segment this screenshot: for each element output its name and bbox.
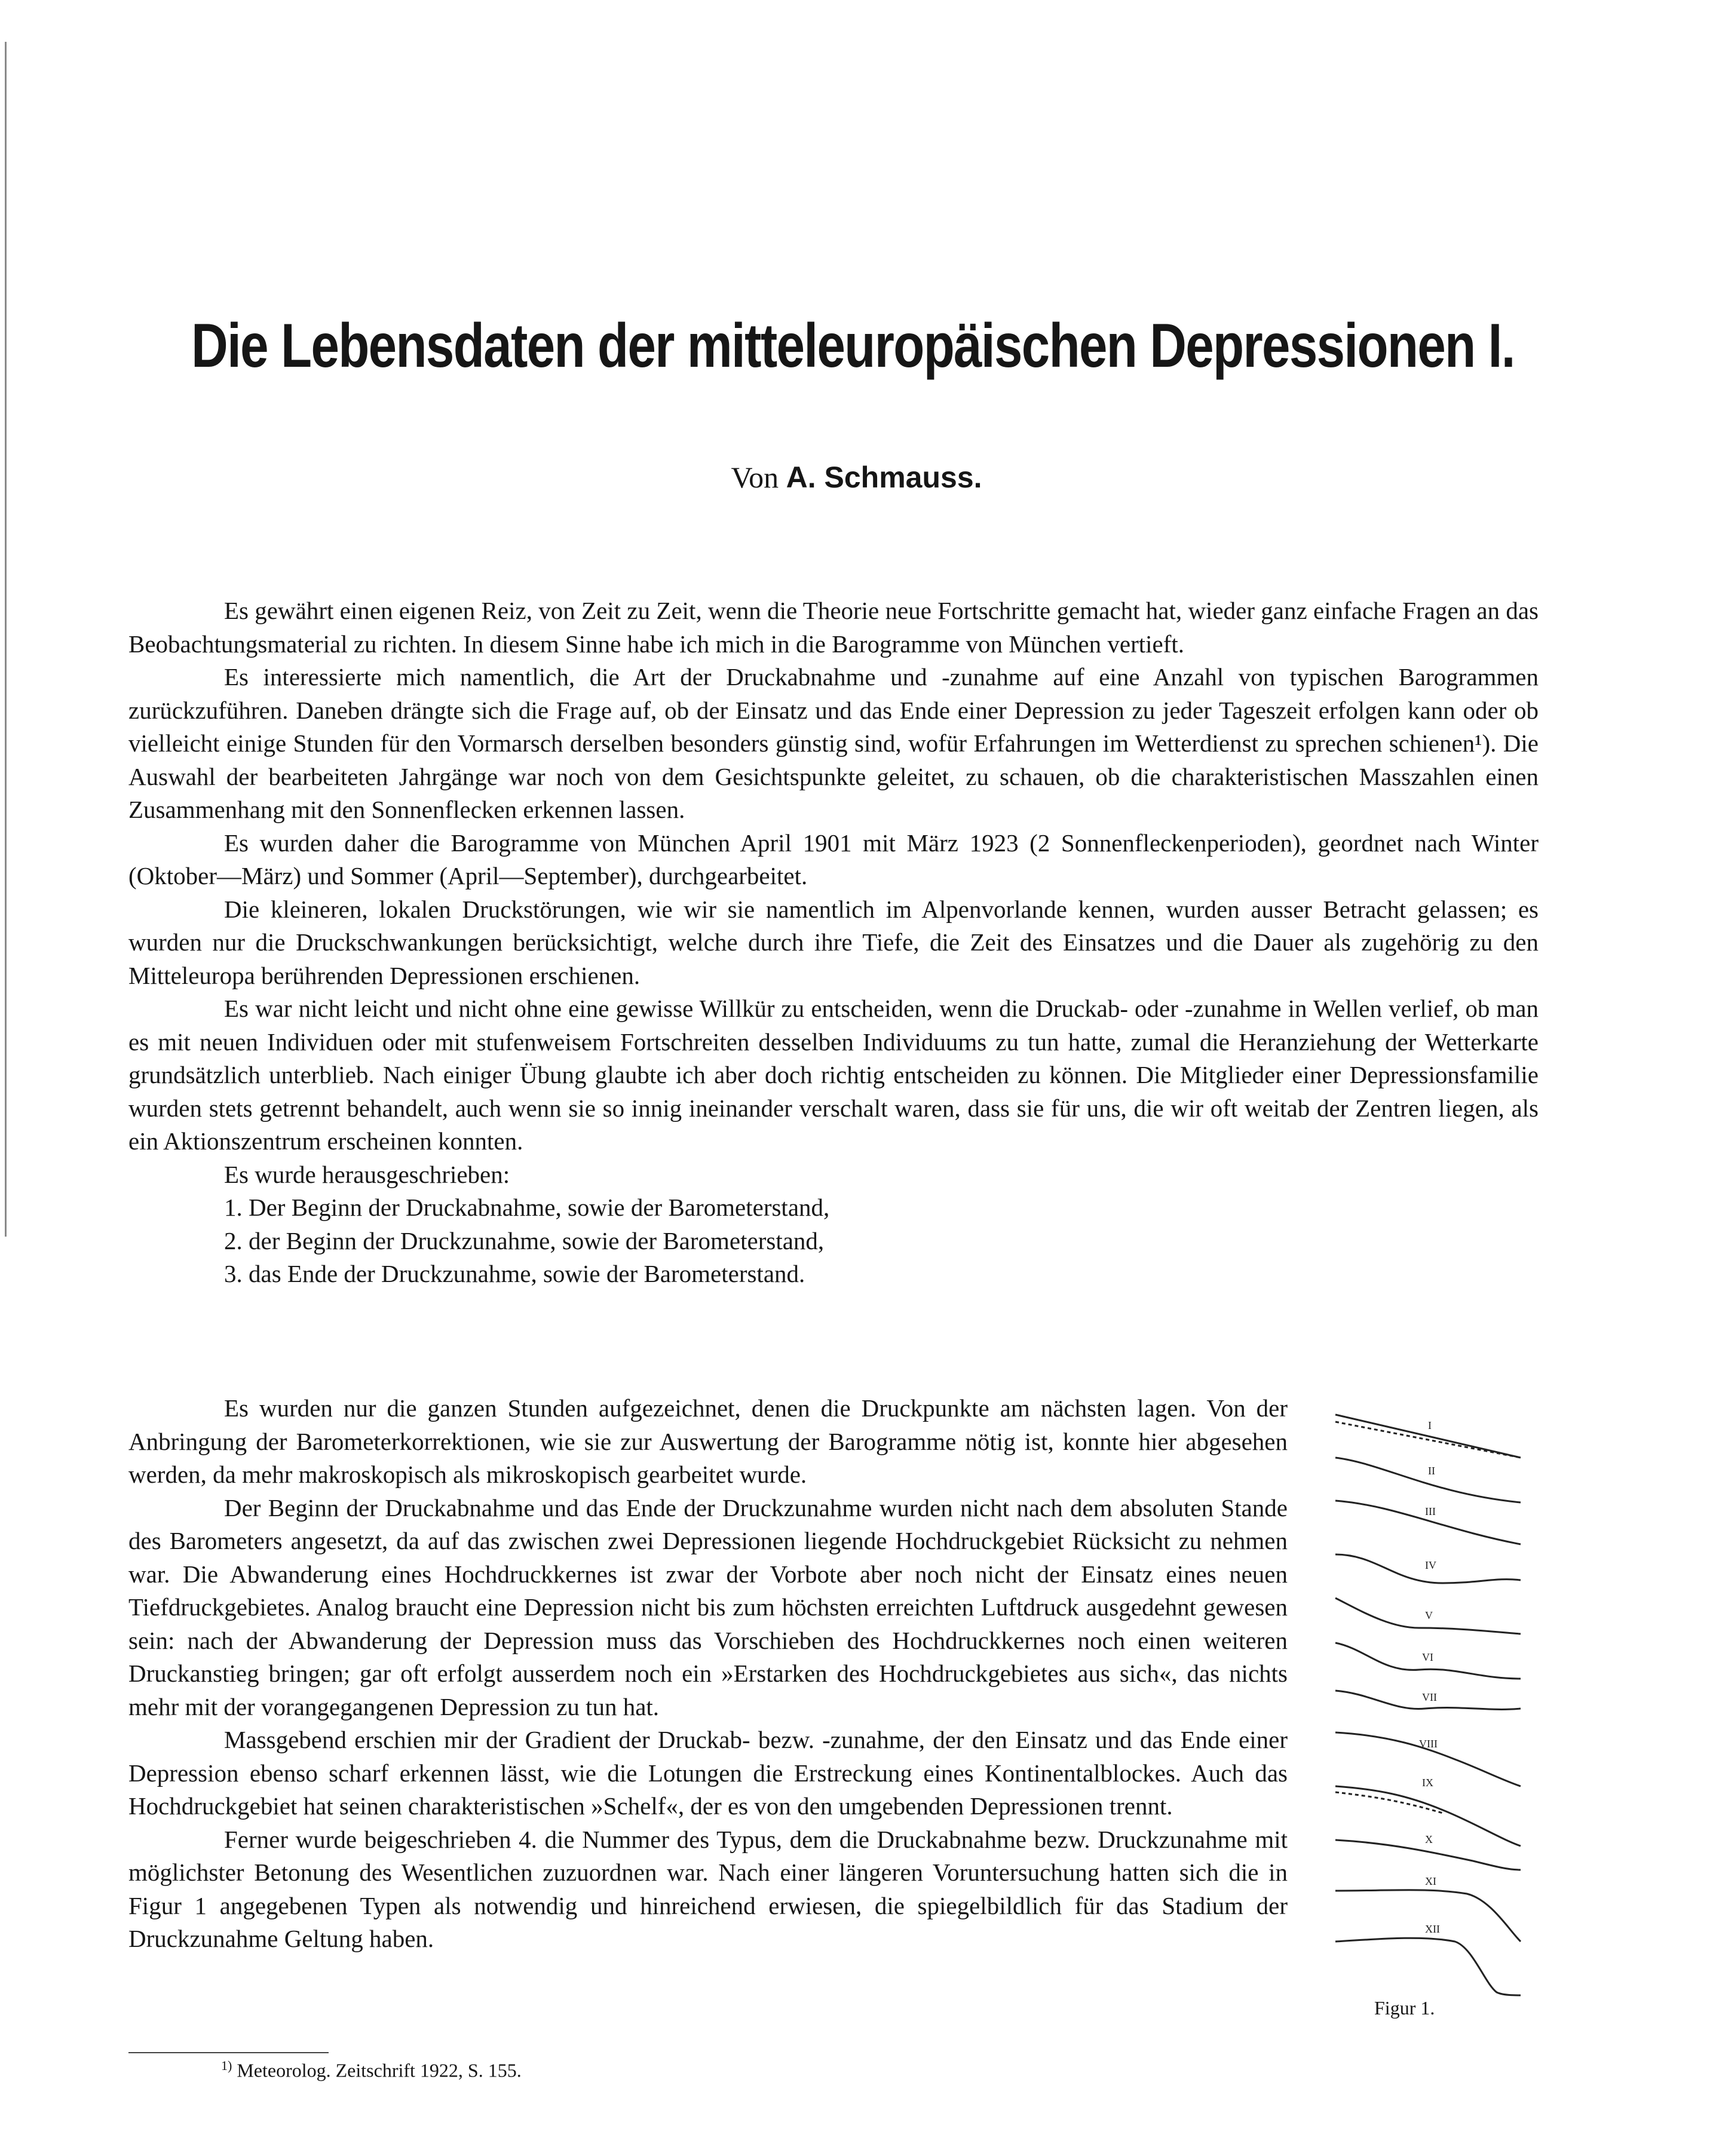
footnote-text: Meteorolog. Zeitschrift 1922, S. 155.	[237, 2059, 522, 2081]
type-label-4: IV	[1425, 1559, 1436, 1571]
type-label-5: V	[1425, 1609, 1433, 1621]
type-label-9: IX	[1422, 1777, 1433, 1789]
footnote-divider	[128, 2052, 329, 2053]
type-label-1: I	[1428, 1419, 1432, 1431]
article-body	[128, 594, 1539, 1291]
figure-caption: Figur 1.	[1374, 1997, 1435, 2019]
type-curve-9-dashed	[1335, 1792, 1443, 1813]
paragraph-7: Es wurden nur die ganzen Stunden aufgezeichnet, denen die Druckpunkte am nächsten lagen. Von der Anbringung der Barometerkorrektionen, wie sie zur Auswertung der Barogramme nötig ist, konnte hier abgesehen werden, da mehr makroskopisch als mikroskopisch gearbeitet wurde.	[128, 1394, 1288, 1488]
paragraph-8: Der Beginn der Druckabnahme und das Ende der Druckzunahme wurden nicht nach dem absoluten Stande des Barometers angesetzt, da auf das zwischen zwei Depressionen liegende Hochdruckgebiet Rücksicht zu nehmen war. Die Abwanderung eines Hochdruckkernes ist zwar der Vorbote aber noch nicht der Einsatz eines neuen Tiefdruckgebietes. Analog braucht eine Depression nicht bis zum höchsten erreichten Luftdruck ausgedehnt gewesen sein: nach der Abwanderung der Depression muss das Vorschieben des Hochdruckkernes noch einen weiteren Druckanstieg bringen; gar oft erfolgt ausserdem noch ein »Erstarken des Hochdruckgebietes aus sich«, das nichts mehr mit der vorangegangenen Depression zu tun hat.	[128, 1493, 1288, 1720]
paragraph-5: Es war nicht leicht und nicht ohne eine gewisse Willkür zu entscheiden, wenn die Druckab- oder -zunahme in Wellen verlief, ob man es mit neuen Individuen oder mit stufenweisem Fortschreiten desselben Individuums zu tun hatte, zumal die Heranziehung der Wetterkarte grundsätzlich unterblieb. Nach einiger Übung glaubte ich aber doch richtig entscheiden zu können. Die Mitglieder einer Depressionsfamilie wurden stets getrennt behandelt, auch wenn sie so innig ineinander verschalt waren, dass sie für uns, die wir oft weitab der Zentren liegen, als ein Aktionszentrum erscheinen konnten.	[128, 995, 1539, 1155]
list-item: 1. Der Beginn der Druckabnahme, sowie der Barometerstand,	[224, 1194, 830, 1221]
paragraph-9: Massgebend erschien mir der Gradient der Druckab- bezw. -zunahme, der den Einsatz und das Ende einer Depression ebenso scharf erkennen lässt, wie die Lotungen die Erstreckung eines Kontinentalblockes. Auch das Hochdruckgebiet hat seinen charakteristischen »Schelf«, der es von den umgebenden Depressionen trennt.	[128, 1726, 1288, 1820]
byline-prefix: Von	[731, 461, 779, 494]
paragraph-3: Es wurden daher die Barogramme von München April 1901 mit März 1923 (2 Sonnenfleckenperioden), geordnet nach Winter (Oktober—März) und Sommer (April—September), durchgearbeitet.	[128, 829, 1539, 890]
type-label-3: III	[1425, 1505, 1436, 1517]
article-body-narrow	[128, 1392, 1288, 1956]
type-label-2: II	[1428, 1465, 1435, 1477]
article-title: Die Lebensdaten der mitteleuropäischen Depressionen I.	[191, 311, 1515, 381]
type-label-10: X	[1425, 1833, 1433, 1845]
paragraph-2: Es interessierte mich namentlich, die Art der Druckabnahme und -zunahme auf eine Anzahl von typischen Barogrammen zurückzuführen. Daneben drängte sich die Frage auf, ob der Einsatz und das Ende einer Depression zu jeder Tageszeit erfolgen kann oder ob vielleicht einige Stunden für den Vormarsch derselben besonders günstig sind, wofür Erfahrungen im Wetterdienst zu sprechen schienen¹). Die Auswahl der bearbeiteten Jahrgänge war noch von dem Gesichtspunkte geleitet, zu schauen, ob die charakteristischen Masszahlen einen Zusammenhang mit den Sonnenflecken erkennen lassen.	[128, 663, 1539, 823]
type-label-12: XII	[1425, 1923, 1440, 1935]
type-label-6: VI	[1422, 1651, 1433, 1663]
type-curve-12	[1335, 1938, 1521, 1995]
list-item: 2. der Beginn der Druckzunahme, sowie der Barometerstand,	[224, 1226, 825, 1255]
paragraph-1: Es gewährt einen eigenen Reiz, von Zeit zu Zeit, wenn die Theorie neue Fortschritte gemacht hat, wieder ganz einfache Fragen an das Beobachtungsmaterial zu richten. In diesem Sinne habe ich mich in die Barogramme von München vertieft.	[128, 597, 1539, 658]
extraction-list	[128, 1191, 1539, 1291]
paragraph-4: Die kleineren, lokalen Druckstörungen, wie wir sie namentlich im Alpenvorlande kennen, wurden ausser Betracht gelassen; es wurden nur die Druckschwankungen berücksichtigt, welche durch ihre Tiefe, die Zeit des Einsatzes und die Dauer als zugehörig zu den Mitteleuropa berührenden Depressionen erschienen.	[128, 895, 1539, 989]
footnote-mark: 1)	[221, 2058, 232, 2073]
footnote	[221, 2058, 522, 2082]
author-name: A. Schmauss.	[786, 461, 982, 494]
figure-1-barogram-types	[1323, 1398, 1539, 2013]
type-label-7: VII	[1422, 1691, 1437, 1703]
byline	[0, 460, 1713, 495]
paragraph-10: Ferner wurde beigeschrieben 4. die Nummer des Typus, dem die Druckabnahme bezw. Druckzunahme mit möglichster Betonung des Wesentlichen zuzuordnen war. Nach einer längeren Voruntersuchung hatten sich die in Figur 1 angegebenen Typen als notwendig und hinreichend erwiesen, die spiegelbildlich für das Stadium der Druckzunahme Geltung haben.	[128, 1825, 1288, 1952]
list-item: 3. das Ende der Druckzunahme, sowie der Barometerstand.	[224, 1260, 805, 1287]
page-edge	[5, 42, 7, 1237]
type-label-11: XI	[1425, 1875, 1436, 1887]
barogram-types-diagram	[1323, 1398, 1539, 2013]
type-label-8: VIII	[1419, 1738, 1438, 1750]
paragraph-6: Es wurde herausgeschrieben:	[224, 1160, 510, 1188]
